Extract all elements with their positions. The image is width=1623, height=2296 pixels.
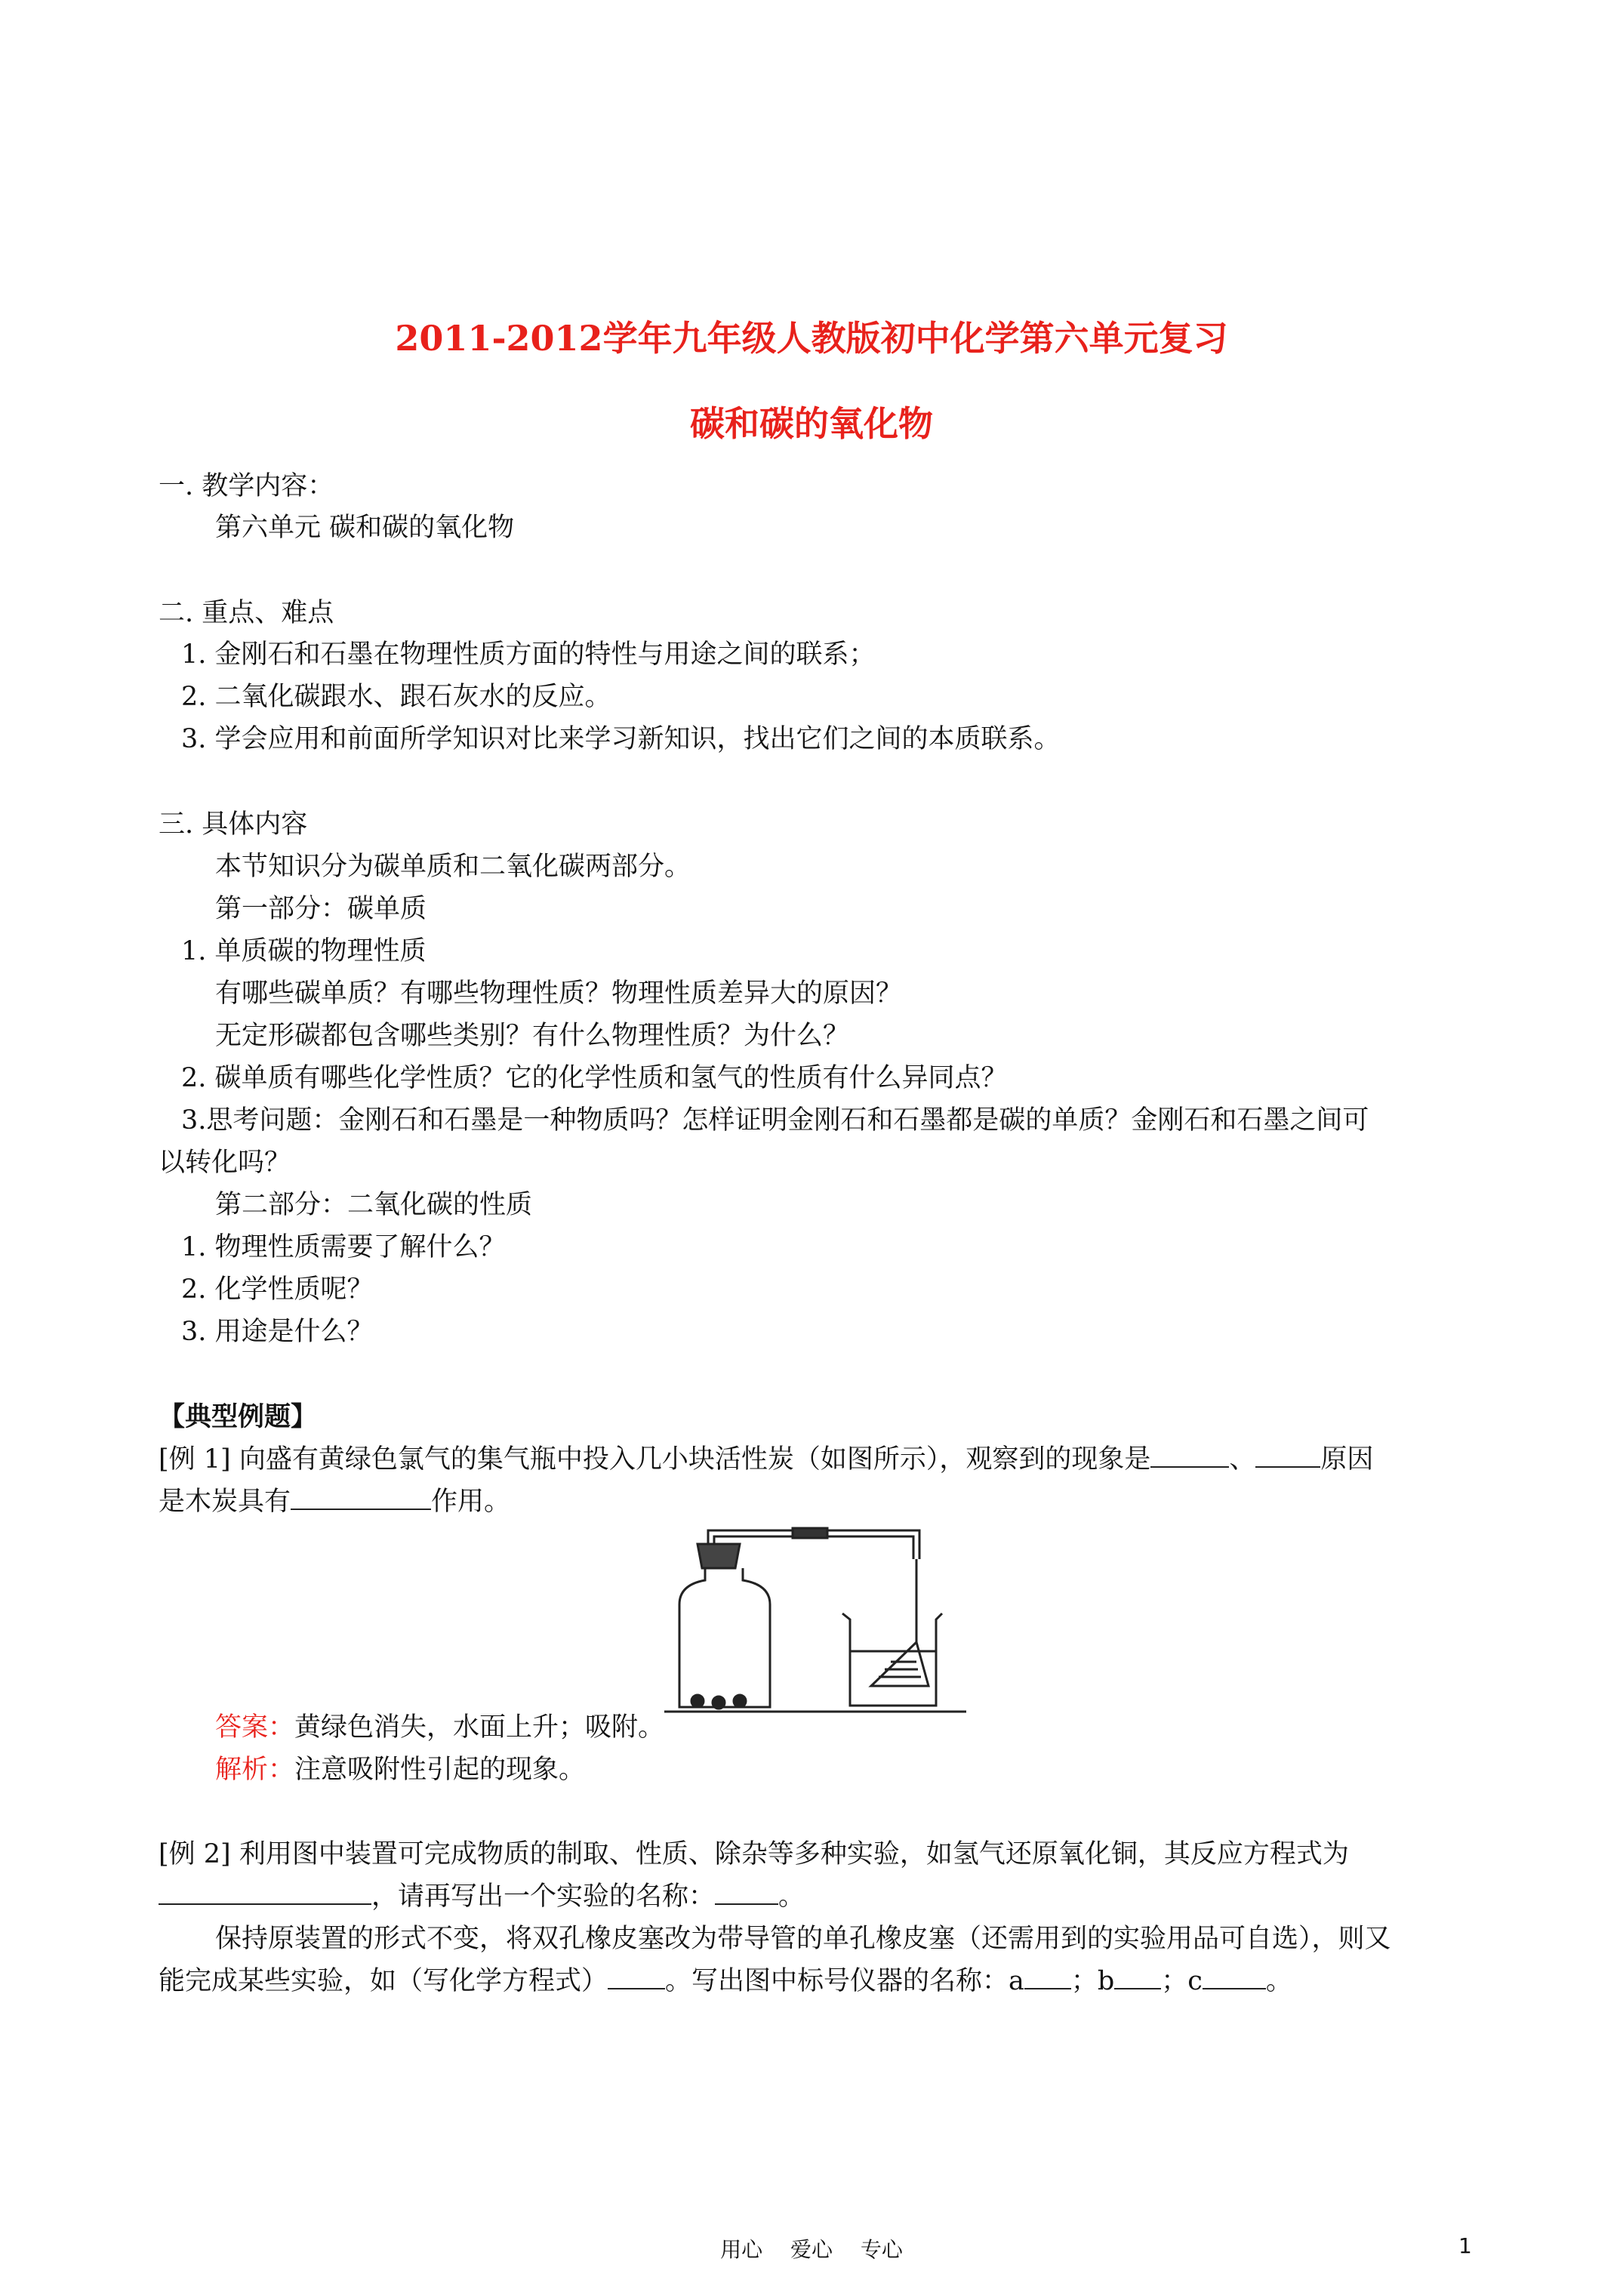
gas-jar-beaker-apparatus-figure <box>664 1521 966 1718</box>
answer-blank <box>715 1881 778 1905</box>
example1-line1 <box>159 1443 1373 1476</box>
example2-line4 <box>159 1965 1292 1998</box>
page-footer <box>0 2233 1623 2264</box>
page-number: 1 <box>1458 2233 1472 2258</box>
example1-text: 作用。 <box>431 1487 511 1517</box>
part2-item: 3. 用途是什么？ <box>181 1317 374 1347</box>
section3-intro: 本节知识分为碳单质和二氧化碳两部分。 <box>215 852 691 882</box>
section2-item: 2. 二氧化碳跟水、跟石灰水的反应。 <box>181 682 611 712</box>
answer-label: 答案： <box>215 1712 295 1743</box>
answer-blank <box>1255 1444 1320 1468</box>
answer-blank <box>1150 1444 1229 1468</box>
example1-separator: 、 <box>1229 1444 1256 1475</box>
example1-text: [例 1] 向盛有黄绿色氯气的集气瓶中投入几小块活性炭（如图所示），观察到的现象是 <box>159 1444 1151 1475</box>
section2-item: 1. 金刚石和石墨在物理性质方面的特性与用途之间的联系； <box>181 639 876 670</box>
example2-text: 能完成某些实验，如（写化学方程式） <box>159 1966 608 1996</box>
example1-text: 是木炭具有 <box>159 1487 291 1517</box>
example1-text: 原因 <box>1320 1444 1374 1475</box>
part1-question: 无定形碳都包含哪些类别？有什么物理性质？为什么？ <box>215 1021 850 1051</box>
example2-line1: [例 2] 利用图中装置可完成物质的制取、性质、除杂等多种实验，如氢气还原氧化铜，其反应方程式为 <box>159 1839 1349 1869</box>
part1-title: 第一部分：碳单质 <box>215 894 427 924</box>
part1-question: 有哪些碳单质？有哪些物理性质？物理性质差异大的原因？ <box>215 978 903 1009</box>
example2-text: ；c <box>1161 1966 1203 1996</box>
example2-line2 <box>159 1880 805 1913</box>
answer-blank <box>291 1486 431 1510</box>
document-title: 2011-2012学年九年级人教版初中化学第六单元复习 <box>395 318 1228 359</box>
part2-item: 1. 物理性质需要了解什么？ <box>181 1232 506 1262</box>
analysis-label: 解析： <box>215 1755 295 1785</box>
section3-heading: 三. 具体内容 <box>159 809 308 840</box>
part2-title: 第二部分：二氧化碳的性质 <box>215 1190 533 1220</box>
example2-text: ，请再写出一个实验的名称： <box>371 1881 716 1912</box>
example1-analysis <box>215 1753 585 1786</box>
section1-content: 第六单元 碳和碳的氧化物 <box>215 513 515 543</box>
footer-word: 用心 <box>720 2237 763 2262</box>
example2-line3: 保持原装置的形式不变，将双孔橡皮塞改为带导管的单孔橡皮塞（还需用到的实验用品可自选），则又 <box>215 1924 1391 1954</box>
example2-text: 。写出图中标号仪器的名称：a <box>665 1966 1024 1996</box>
document-subtitle: 碳和碳的氧化物 <box>690 403 933 444</box>
answer-blank <box>1024 1965 1071 1989</box>
footer-word: 专心 <box>860 2237 903 2262</box>
part2-item: 2. 化学性质呢？ <box>181 1274 374 1305</box>
answer-blank <box>1203 1965 1266 1989</box>
answer-blank <box>1114 1965 1161 1989</box>
example2-text: 。 <box>778 1881 805 1912</box>
answer-blank <box>608 1965 665 1989</box>
part1-item: 3.思考问题：金刚石和石墨是一种物质吗？怎样证明金刚石和石墨都是碳的单质？金刚石和石墨之间可 <box>181 1105 1369 1136</box>
example2-text: ；b <box>1070 1966 1115 1996</box>
section2-heading: 二. 重点、难点 <box>159 598 334 628</box>
analysis-text: 注意吸附性引起的现象。 <box>294 1755 586 1785</box>
part1-item-continued: 以转化吗？ <box>159 1148 291 1178</box>
examples-heading: 【典型例题】 <box>159 1401 318 1432</box>
section2-item: 3. 学会应用和前面所学知识对比来学习新知识，找出它们之间的本质联系。 <box>181 724 1061 754</box>
example2-text: 。 <box>1265 1966 1292 1996</box>
answer-text: 黄绿色消失，水面上升；吸附。 <box>294 1712 665 1743</box>
section1-heading: 一. 教学内容： <box>159 471 334 501</box>
answer-blank <box>159 1881 371 1905</box>
part1-item: 2. 碳单质有哪些化学性质？它的化学性质和氢气的性质有什么异同点？ <box>181 1063 1008 1093</box>
footer-word: 爱心 <box>790 2237 833 2262</box>
part1-item: 1. 单质碳的物理性质 <box>181 936 427 966</box>
example1-answer <box>215 1711 664 1744</box>
example1-line2 <box>159 1485 510 1518</box>
